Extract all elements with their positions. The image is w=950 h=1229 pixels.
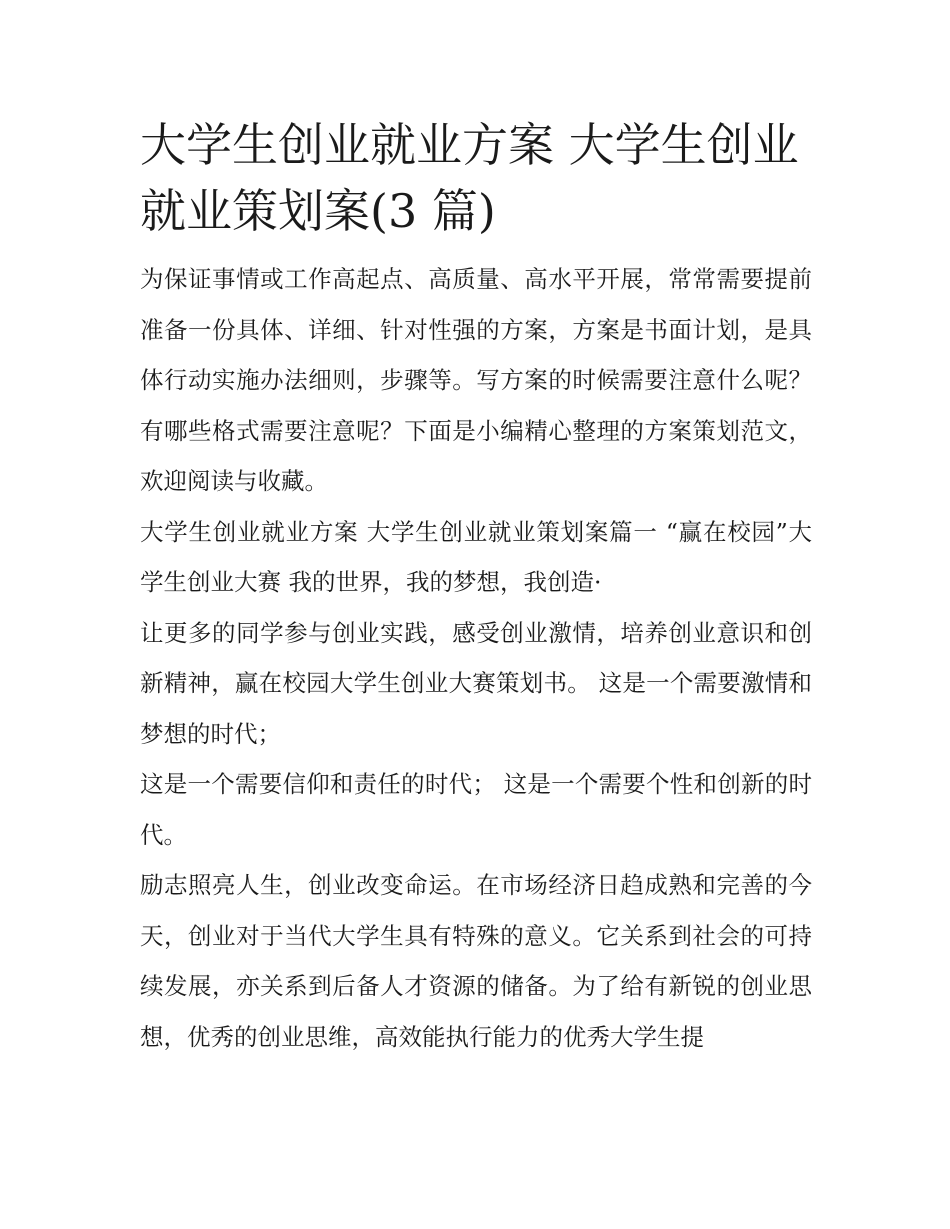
section-heading-paragraph: 大学生创业就业方案 大学生创业就业策划案篇一 “赢在校园”大学生创业大赛 我的世界，我的梦想，我创造·	[140, 517, 812, 596]
document-title: 大学生创业就业方案 大学生创业就业策划案(3 篇)	[140, 118, 799, 238]
intro-paragraph: 为保证事情或工作高起点、高质量、高水平开展，常常需要提前准备一份具体、详细、针对性强的方案，方案是书面计划，是具体行动实施办法细则，步骤等。写方案的时候需要注意什么呢？有哪些格式需要注意呢？下面是小编精心整理的方案策划范文，欢迎阅读与收藏。	[140, 265, 812, 495]
document-body	[140, 112, 812, 1062]
body-paragraph: 这是一个需要信仰和责任的时代； 这是一个需要个性和创新的时代。	[140, 770, 812, 849]
body-paragraph: 励志照亮人生，创业改变命运。在市场经济日趋成熟和完善的今天，创业对于当代大学生具有特殊的意义。它关系到社会的可持续发展，亦关系到后备人才资源的储备。为了给有新锐的创业思想，优秀的创业思维，高效能执行能力的优秀大学生提	[140, 871, 812, 1051]
body-paragraph: 让更多的同学参与创业实践，感受创业激情，培养创业意识和创新精神，赢在校园大学生创业大赛策划书。 这是一个需要激情和梦想的时代；	[140, 618, 812, 748]
